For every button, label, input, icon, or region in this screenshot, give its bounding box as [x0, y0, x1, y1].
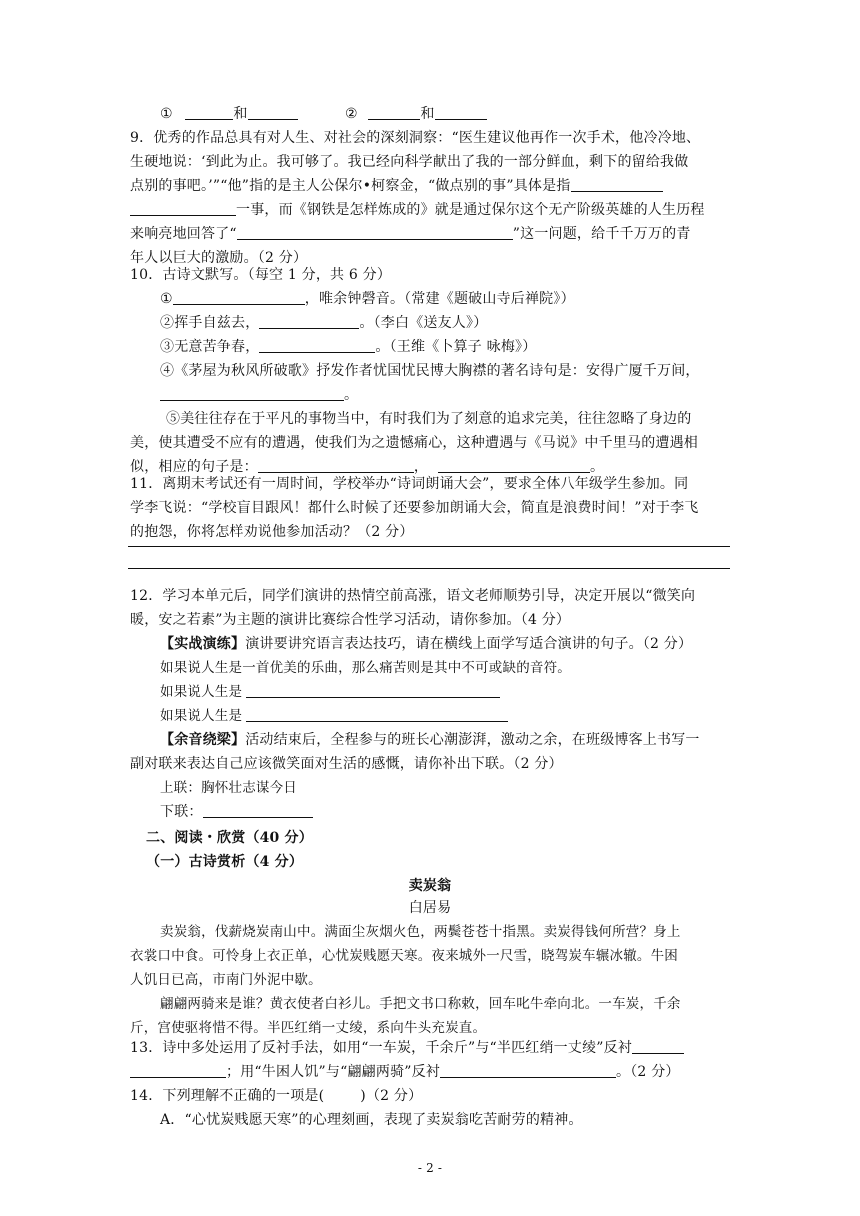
poem-stanza-1-line-1: 卖炭翁，伐薪烧炭南山中。满面尘灰烟火色，两鬓苍苍十指黑。卖炭得钱何所营？身上: [160, 924, 681, 940]
q12-blank-2[interactable]: [246, 706, 508, 722]
q9-blank-1[interactable]: [571, 176, 663, 192]
q10-item-5-line-2: 美，使其遭受不应有的遭遇，使我们为之遗憾痛心，这种遭遇与《马说》中千里马的遭遇相: [130, 435, 698, 451]
poem-author: 白居易: [408, 900, 452, 916]
q10-blank-1[interactable]: [173, 289, 305, 305]
q12-part-2-line-2: 副对联来表达自己应该微笑面对生活的感慨，请你补出下联。（2 分）: [130, 756, 563, 772]
q8-blank-1b[interactable]: [248, 104, 298, 120]
q13-blank-1-cont[interactable]: [130, 1062, 226, 1078]
poem-stanza-2-line-1: 翩翩两骑来是谁？黄衣使者白衫儿。手把文书口称敕，回车叱牛牵向北。一车炭，千余: [160, 996, 681, 1012]
q12-line-1: 12．学习本单元后，同学们演讲的热情空前高涨，语文老师顺势引导，决定开展以“微笑向: [130, 588, 696, 604]
q10-item-3: [160, 337, 536, 357]
q13-line-2: [130, 1062, 680, 1082]
q8-blank-1a[interactable]: [185, 104, 233, 120]
q12-fill-2: [160, 706, 508, 726]
q10-item-1-marker: ①: [160, 291, 173, 307]
q8-marker-1: ①: [160, 106, 173, 122]
q14-option-a: A．“心忧炭贱愿天寒”的心理刻画，表现了卖炭翁吃苦耐劳的精神。: [160, 1112, 583, 1128]
q10-item-1-text: ，唯余钟磬音。（常建《题破山寺后禅院》）: [304, 291, 575, 307]
q12-fill-1: [160, 682, 500, 702]
q8-marker-2: ②: [344, 106, 358, 122]
q8-and-2: 和: [420, 106, 435, 122]
q10-item-3-text: ③无意苦争春，: [160, 339, 260, 355]
q8-blanks: [160, 104, 487, 124]
q10-item-5-line-1: ⑤美往往存在于平凡的事物当中，有时我们为了刻意的追求完美，往往忽略了身边的: [166, 411, 692, 427]
q10-item-2-source: 。（李白《送友人》）: [359, 315, 488, 331]
q9-blank-1-cont[interactable]: [130, 200, 236, 216]
q12-fill-2-prefix: 如果说人生是: [160, 708, 243, 724]
q9-line-6: 年人以巨大的激励。（2 分）: [130, 250, 308, 266]
q11-line-1: 11．离期末考试还有一周时间，学校举办“诗词朗诵大会”，要求全体八年级学生参加。同: [130, 476, 689, 492]
q10-item-5-comma: ，: [413, 459, 429, 475]
q9-blank-2[interactable]: [237, 224, 513, 240]
q12-part-2-text: 活动结束后，全程参与的班长心潮澎湃，激动之余，在班级博客上书写一: [245, 732, 700, 748]
q12-part-1: [160, 634, 692, 654]
q9-line-5-b: ”这一问题，给千千万万的青: [512, 226, 691, 242]
q10-blank-5a[interactable]: [258, 457, 414, 473]
q10-item-5-prompt: 似，相应的句子是：: [130, 459, 258, 475]
q11-line-3: 的抱怨，你将怎样劝说他参加活动？（2 分）: [130, 524, 414, 540]
q13-blank-1[interactable]: [632, 1038, 684, 1054]
section-2-title: 二、阅读・欣赏（40 分）: [146, 830, 313, 846]
q12-lower-label: 下联：: [160, 804, 203, 820]
q9-line-3: [130, 176, 663, 196]
poem-stanza-2-line-2: 斤，宫使驱将惜不得。半匹红绡一丈绫，系向牛头充炭直。: [130, 1020, 487, 1036]
q10-blank-3[interactable]: [259, 337, 375, 353]
q10-item-4: ④《茅屋为秋风所破歌》抒发作者忧国忧民博大胸襟的著名诗句是：安得广厦千万间，: [160, 363, 700, 379]
q10-blank-2[interactable]: [259, 313, 359, 329]
q11-answer-line-1[interactable]: [128, 546, 730, 547]
q12-part-1-tag: 【实战演练】: [160, 636, 246, 652]
page-number: - 2 -: [417, 1161, 443, 1175]
q11-answer-line-2[interactable]: [128, 568, 730, 569]
poem-stanza-1-line-2: 衣裳口中食。可怜身上衣正单，心忧炭贱愿天寒。夜来城外一尺雪，晓驾炭车辗冰辙。牛困: [130, 948, 678, 964]
poem-stanza-1-line-3: 人饥日已高，市南门外泥中歇。: [130, 972, 322, 988]
q14-line-1: [130, 1086, 422, 1106]
q9-line-2: 生硬地说：‘到此为止。我可够了。我已经向科学献出了我的一部分鲜血，剩下的留给我做: [130, 154, 689, 170]
q9-line-4: [130, 200, 705, 220]
poem-title: 卖炭翁: [408, 878, 452, 894]
q13-line-2-text: ；用“牛困人饥”与“翩翩两骑”反衬: [226, 1064, 441, 1080]
q10-item-3-source: 。（王维《卜算子 咏梅》）: [375, 339, 537, 355]
q10-blank-5b[interactable]: [438, 457, 590, 473]
q10-item-2-text: ②挥手自兹去，: [160, 315, 260, 331]
q9-line-5-a: 来响亮地回答了“: [130, 226, 237, 242]
q13-line-2-end: 。（2 分）: [616, 1064, 680, 1080]
q12-part-2-tag: 【余音绕梁】: [160, 732, 246, 748]
q8-blank-2b[interactable]: [435, 104, 487, 120]
q13-line-1-text: 13．诗中多处运用了反衬手法，如用“一车炭，千余斤”与“半匹红绡一丈绫”反衬: [130, 1040, 633, 1056]
q13-blank-2[interactable]: [440, 1062, 616, 1078]
q12-blank-1[interactable]: [246, 682, 500, 698]
q9-line-4-text: 一事，而《钢铁是怎样炼成的》就是通过保尔这个无产阶级英雄的人生历程: [236, 202, 705, 218]
section-2-sub-1: （一）古诗赏析（4 分）: [146, 854, 304, 870]
q11-line-2: 学李飞说：“学校盲目跟风！都什么时候了还要参加朗诵大会，简直是浪费时间！”对于李飞: [130, 500, 699, 516]
q12-lower-couplet: [160, 802, 313, 822]
q12-fill-1-prefix: 如果说人生是: [160, 684, 243, 700]
q8-and-1: 和: [233, 106, 248, 122]
q10-title: 10．古诗文默写。（每空 1 分，共 6 分）: [130, 267, 392, 283]
q12-line-2: 暖，安之若素”为主题的演讲比赛综合性学习活动，请你参加。（4 分）: [130, 612, 571, 628]
q8-blank-2a[interactable]: [368, 104, 420, 120]
q9-line-5: [130, 224, 691, 244]
q14-points: )（2 分）: [360, 1088, 423, 1104]
q12-part-1-text: 演讲要讲究语言表达技巧，请在横线上面学写适合演讲的句子。（2 分）: [245, 636, 693, 652]
q9-line-3-text: 点别的事吧。’”“他”指的是主人公保尔•柯察金，“做点别的事”具体是指: [130, 178, 571, 194]
q12-example: 如果说人生是一首优美的乐曲，那么痛苦则是其中不可或缺的音符。: [160, 660, 571, 676]
q12-upper-couplet: 上联：胸怀壮志谋今日: [160, 780, 297, 796]
q10-item-5-end: 。: [590, 459, 605, 475]
q10-item-4-fill: [160, 385, 358, 405]
q10-item-2: [160, 313, 487, 333]
q14-stem: 14．下列理解不正确的一项是(: [130, 1088, 325, 1104]
q13-line-1: [130, 1038, 684, 1058]
q12-blank-lower[interactable]: [203, 802, 313, 818]
q10-item-4-end: 。: [344, 387, 359, 403]
q12-part-2: [160, 730, 700, 750]
q10-blank-4[interactable]: [160, 385, 344, 401]
q9-line-1: 9．优秀的作品总具有对人生、对社会的深刻洞察：“医生建议他再作一次手术，他冷冷地、: [130, 130, 701, 146]
q10-item-1: [160, 289, 575, 309]
